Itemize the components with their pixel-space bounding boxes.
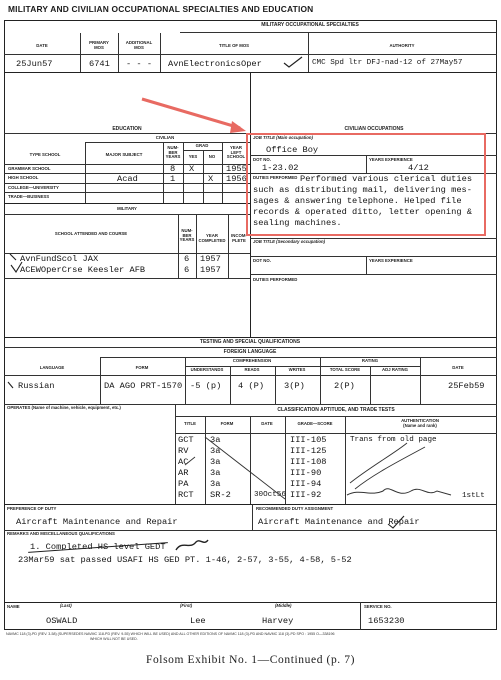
edu-row-type: GRAMMAR SCHOOL <box>8 166 51 171</box>
num-years-header: NUM- BER YEARS <box>165 145 181 159</box>
test-form: SR-2 <box>210 490 231 500</box>
remarks-label: REMARKS AND MISCELLANEOUS QUALIFICATIONS <box>7 531 115 536</box>
cls-title-header: TITLE <box>184 421 196 426</box>
military-subheading: MILITARY <box>117 206 137 211</box>
test-form: 3a <box>210 446 221 456</box>
duties-line: records & operated ditto, letter opening & <box>253 207 472 217</box>
major-subject-header: MAJOR SUBJECT <box>105 152 143 157</box>
remark-1 <box>30 543 166 552</box>
writes-value: 3(P) <box>284 381 305 391</box>
form-header: FORM <box>135 365 149 370</box>
last-name-value: OSWALD <box>46 616 78 626</box>
rule <box>370 366 371 404</box>
civilian-subheading: CIVILIAN <box>155 135 175 140</box>
mil-year: 1957 <box>200 265 221 275</box>
test-date-header: DATE <box>452 365 464 370</box>
middle-name-label: (Middle) <box>275 603 292 608</box>
mos-date-header: DATE <box>36 43 48 48</box>
form-footer-2: WHICH WILL NOT BE USED. <box>90 637 138 641</box>
preference-label: PREFERENCE OF DUTY <box>7 506 57 511</box>
mos-additional-header: ADDITIONAL MOS <box>125 40 153 50</box>
edu-row-type: TRADE—BUSINESS <box>8 194 50 199</box>
reads-header: READS <box>244 367 260 372</box>
rule <box>320 357 321 404</box>
mos-title-header: TITLE OF MOS <box>218 43 250 48</box>
mos-additional-value: - - - <box>126 59 153 69</box>
test-grade: III-125 <box>290 446 327 456</box>
test-auth: 1stLt <box>462 492 485 500</box>
rule <box>4 602 497 603</box>
exhibit-caption: Folsom Exhibit No. 1—Continued (p. 7) <box>145 654 356 666</box>
mil-course: ACEWOperCrse Keesler AFB <box>20 265 146 275</box>
foreign-language-heading: FOREIGN LANGUAGE <box>223 349 277 355</box>
edu-row-type: HIGH SCHOOL <box>8 175 39 180</box>
first-name-value: Lee <box>190 616 206 626</box>
mil-weeks-header: NUM- BER YEARS <box>179 228 195 242</box>
edu-row-years: 8 <box>170 164 176 174</box>
recommended-label: RECOMMENDED DUTY ASSIGNMENT <box>256 506 334 511</box>
test-grade: III-90 <box>290 468 322 478</box>
edu-row-no: X <box>208 174 214 184</box>
scribble-icon <box>172 536 212 554</box>
test-title: AR <box>178 468 189 478</box>
remark-1-text: 1. Completed HS level GEDT <box>30 542 166 552</box>
years-experience-value: 4/12 <box>408 163 429 173</box>
understands-header: UNDERSTANDS <box>190 367 224 372</box>
testing-heading: TESTING AND SPECIAL QUALIFICATIONS <box>199 339 301 345</box>
school-attended-header: SCHOOL ATTENDED AND COURSE <box>54 231 128 236</box>
form-footer: NAVMC 118 (3)-PD (REV. 3-58) (SUPERSEDES NAVMC 118-PD (REV. 9-55) WHICH WILL BE USED) AND ALL OTHER EDITIONS OF NAVMC 118 (3)-PD AND NAVMC 118 (3)-PD SPO : 1955 O—338196 <box>6 632 335 636</box>
rule <box>4 337 497 338</box>
service-no-label: SERVICE NO. <box>364 604 392 609</box>
rule <box>420 357 421 404</box>
first-name-label: (First) <box>180 603 193 608</box>
rule <box>252 504 253 530</box>
test-title: PA <box>178 479 189 489</box>
rule <box>185 357 186 404</box>
test-form: 3a <box>210 435 221 445</box>
test-title: GCT <box>178 435 194 445</box>
test-title: RV <box>178 446 189 456</box>
total-score-header: TOTAL SCORE <box>329 367 361 372</box>
form-value: DA AGO PRT-1570 <box>104 381 183 391</box>
cls-auth-header: AUTHENTICATION (Name and rank) <box>401 418 439 428</box>
handwritten-strokes <box>175 433 497 505</box>
test-title: AC <box>178 457 189 467</box>
rating-header: RATING <box>361 358 379 363</box>
mil-year: 1957 <box>200 254 221 264</box>
reads-value: 4 (P) <box>238 381 265 391</box>
civilian-occupations-heading: CIVILIAN OCCUPATIONS <box>344 126 404 132</box>
duties-line: Performed various clerical duties <box>300 174 473 184</box>
comprehension-header: COMPREHENSION <box>232 358 272 363</box>
adj-rating-header: ADJ RATING <box>382 367 408 372</box>
dot-no-label: DOT NO. <box>253 157 271 162</box>
job-title-value: Office Boy <box>266 145 319 155</box>
test-grade: III-92 <box>290 490 322 500</box>
test-form: 3a <box>210 468 221 478</box>
understands-value: -5 (p) <box>190 381 222 391</box>
job-title-label: JOB TITLE (Main occupation) <box>253 135 313 140</box>
rule <box>4 504 497 505</box>
duties-label-2: DUTIES PERFORMED <box>253 277 298 282</box>
grad-yes-header: YES <box>188 154 198 159</box>
operates-label: OPERATES (Name of machine, vehicle, equipment, etc.) <box>7 405 121 410</box>
test-form: 3a <box>210 457 221 467</box>
preference-value: Aircraft Maintenance and Repair <box>16 517 178 527</box>
duties-line: sages & answering telephone. Helped file <box>253 196 462 206</box>
checkmark-icon <box>386 514 406 530</box>
duties-line: sealing machines. <box>253 218 342 228</box>
rule <box>100 357 101 404</box>
test-title: RCT <box>178 490 194 500</box>
cls-form-header: FORM <box>220 421 234 426</box>
years-experience-label-2: YEARS EXPERIENCE <box>369 258 413 263</box>
remark-2: 23Mar59 sat passed USAFI HS GED PT. 1-46, 2-57, 3-55, 4-58, 5-52 <box>18 555 352 565</box>
mil-weeks: 6 <box>184 265 190 275</box>
edu-row-type: COLLEGE—UNIVERSITY <box>8 185 59 190</box>
rule <box>230 366 231 404</box>
edu-row-year: 1955 <box>226 164 247 174</box>
recommended-value: Aircraft Maintenance and Repair <box>258 517 420 527</box>
edu-row-subject: Acad <box>117 174 138 184</box>
form-title: MILITARY AND CIVILIAN OCCUPATIONAL SPECIALTIES AND EDUCATION <box>8 4 314 14</box>
mil-weeks: 6 <box>184 254 190 264</box>
test-grade: III-108 <box>290 457 327 467</box>
cls-date-header: DATE <box>261 421 273 426</box>
middle-name-value: Harvey <box>262 616 294 626</box>
language-header: LANGUAGE <box>39 365 65 370</box>
mos-section-heading: MILITARY OCCUPATIONAL SPECIALTIES <box>261 22 359 28</box>
edu-row-year: 1956 <box>226 174 247 184</box>
checkmark-icon <box>6 378 20 398</box>
duties-label: DUTIES PERFORMED <box>253 175 298 180</box>
rule <box>275 366 276 404</box>
dot-no-label-2: DOT NO. <box>253 258 271 263</box>
rule <box>4 347 497 348</box>
year-left-header: YEAR LEFT SCHOOL <box>226 145 246 159</box>
test-auth: Trans from old page <box>350 436 437 444</box>
education-heading: EDUCATION <box>112 126 142 132</box>
edu-row-years: 1 <box>170 174 176 184</box>
mos-authority-value: CMC Spd ltr DFJ-nad-12 of 27May57 <box>312 59 463 67</box>
edu-row-yes: X <box>189 164 195 174</box>
secondary-job-label: JOB TITLE (Secondary occupation) <box>253 239 326 244</box>
mos-primary-header: PRIMARY MOS <box>89 40 109 50</box>
service-no-value: 1653230 <box>368 616 405 626</box>
mos-date-value: 25Jun57 <box>16 59 53 69</box>
test-grade: III-94 <box>290 479 322 489</box>
name-label: NAME <box>7 604 20 609</box>
years-experience-label: YEARS EXPERIENCE <box>369 157 413 162</box>
test-date-value: 25Feb59 <box>448 381 485 391</box>
writes-header: WRITES <box>288 367 306 372</box>
dot-no-value: 1-23.02 <box>262 163 299 173</box>
rule <box>4 375 497 376</box>
grad-no-header: NO <box>208 154 216 159</box>
rule <box>100 357 497 358</box>
incomplete-header: INCOM- PLETE <box>231 233 247 243</box>
duties-line: such as distributing mail, delivering mes- <box>253 185 472 195</box>
test-grade: III-105 <box>290 435 327 445</box>
mos-authority-header: AUTHORITY <box>389 43 415 48</box>
total-score-value: 2(P) <box>334 381 355 391</box>
test-date: 30Oct56 <box>254 491 286 499</box>
mos-primary-value: 6741 <box>89 59 110 69</box>
rule <box>175 416 497 417</box>
test-form: 3a <box>210 479 221 489</box>
type-school-header: TYPE SCHOOL <box>29 152 61 157</box>
mil-year-header: YEAR COMPLETED <box>198 233 226 243</box>
cls-grade-header: GRADE—SCORE <box>297 421 333 426</box>
language-value: Russian <box>18 381 55 391</box>
mil-course: AvnFundScol JAX <box>20 254 99 264</box>
grad-header: GRAD <box>195 143 209 148</box>
mos-title-value: AvnElectronicsOper <box>168 59 262 69</box>
last-name-label: (Last) <box>60 603 72 608</box>
rule <box>360 602 361 630</box>
classification-heading: CLASSIFICATION APTITUDE, AND TRADE TESTS <box>277 407 395 413</box>
